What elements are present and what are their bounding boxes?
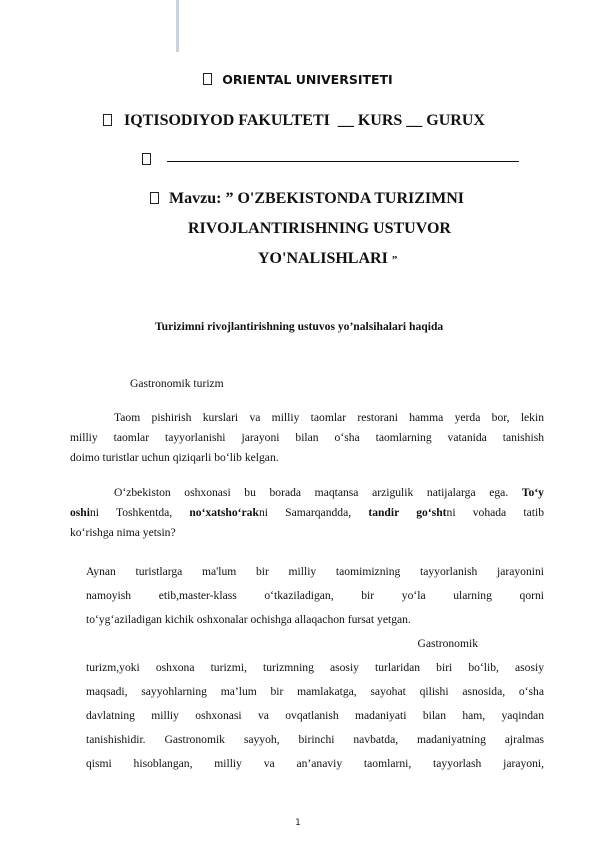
paragraph-4-line: davlatning milliy oshxonasi va ovqatlanish madaniyati bilan ham, yaqindan <box>86 709 544 722</box>
paragraph-3-line: to‘yg‘aziladigan kichik oshxonalar ochishga allaqachon fursat yetgan. <box>86 613 411 626</box>
paragraph-2-text: ni vohada tatib <box>446 506 544 519</box>
paragraph-4 <box>86 632 544 776</box>
paragraph-3-line: Aynan turistlarga ma'lum bir milliy taomimizning tayyorlanish jarayonini <box>86 565 544 578</box>
paragraph-4-line: qismi hisoblangan, milliy va an’anaviy taomlarni, tayyorlash jarayoni, <box>86 757 544 770</box>
paragraph-1 <box>70 408 544 468</box>
topic-line-1 <box>150 186 560 216</box>
paragraph-2-line <box>70 483 544 503</box>
blank-underline <box>167 161 519 162</box>
topic-text-1: O'ZBEKISTONDA TURIZIMNI <box>237 190 465 207</box>
paragraph-2-line: ko‘rishga nima yetsin? <box>70 526 176 539</box>
paragraph-2-text: ni Toshkentda, <box>89 506 173 519</box>
university-title <box>0 72 596 87</box>
paragraph-4-line: maqsadi, sayyohlarning ma’lum bir mamlakatga, sayohat qilishi asnosida, o‘sha <box>86 685 544 698</box>
group-label: GURUX <box>426 112 485 129</box>
paragraph-4-line: turizm,yoki oshxona turizmi, turizmning asosiy turlaridan biri bo‘lib, asosiy <box>86 661 544 674</box>
margin-marker-line <box>176 0 179 52</box>
topic-line-3 <box>258 246 397 273</box>
paragraph-1-line: milliy taomlar tayyorlanishi jarayoni bilan o‘sha taomlarning vatanida tanishish <box>70 431 544 444</box>
course-blank: __ KURS __ <box>337 112 423 129</box>
bold-term: oshi <box>70 506 90 519</box>
topic-line-2: RIVOJLANTIRISHNING USTUVOR <box>188 220 451 237</box>
paragraph-1-line: Taom pishirish kurslari va milliy taomlar restorani hamma yerda bor, lekin <box>114 411 544 424</box>
square-bullet-icon <box>203 73 212 85</box>
square-bullet-icon <box>142 153 151 165</box>
square-bullet-icon <box>150 192 159 204</box>
topic-block <box>150 186 560 267</box>
paragraph-1-line: doimo turistlar uchun qiziqarli bo‘lib kelgan. <box>70 451 279 464</box>
paragraph-2-text: ni Samarqandda, <box>258 506 352 519</box>
faculty-line <box>103 112 485 130</box>
subheading: Gastronomik turizm <box>130 377 224 390</box>
section-title: Turizimni rivojlantirishning ustuvos yo’nalsihalari haqida <box>155 320 444 333</box>
topic-open-quote: ” <box>225 190 234 207</box>
paragraph-2-text: O‘zbekiston oshxonasi bu borada maqtansa arzigulik natijalarga ega. <box>114 486 509 499</box>
student-name-line <box>142 152 519 168</box>
topic-label: Mavzu: <box>169 190 222 207</box>
square-bullet-icon <box>103 114 112 126</box>
topic-text-3: YO'NALISHLARI <box>258 250 388 267</box>
paragraph-2 <box>70 483 544 543</box>
paragraph-4-line: tanishishidir. Gastronomik sayyoh, birinchi navbatda, madaniyatning ajralmas <box>86 733 544 746</box>
paragraph-2-line <box>70 503 544 523</box>
topic-close-quote: ” <box>391 254 398 266</box>
paragraph-4-line: Gastronomik <box>417 637 478 650</box>
paragraph-3 <box>86 560 544 632</box>
bold-term: tandir go‘sht <box>368 506 447 519</box>
paragraph-3-line: namoyish etib,master-klass o‘tkaziladigan, bir yo‘la ularning qorni <box>86 589 544 602</box>
bold-term: To‘y <box>521 486 544 499</box>
university-name: ORIENTAL UNIVERSITETI <box>222 72 393 87</box>
page-number: 1 <box>295 818 301 828</box>
faculty-name: IQTISODIYOD FAKULTETI <box>124 112 330 129</box>
bold-term: no‘xatsho‘rak <box>189 506 259 519</box>
